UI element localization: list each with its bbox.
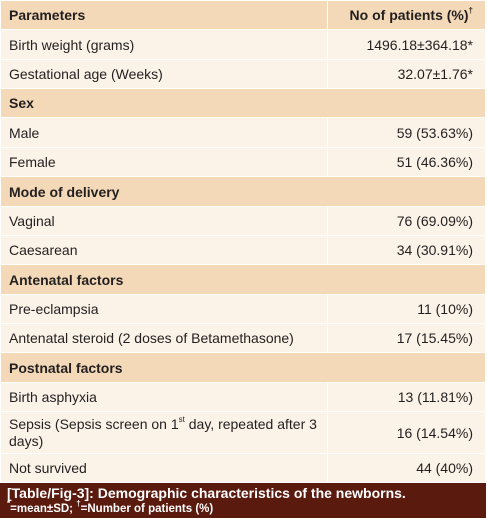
dagger-mark: † bbox=[468, 6, 473, 16]
table-row bbox=[1, 454, 486, 483]
ordinal-suffix: st bbox=[178, 415, 185, 425]
row-parameter: Caesarean bbox=[1, 236, 328, 265]
sepsis-text-b: day, repeated after 3 days) bbox=[9, 416, 317, 449]
table-row bbox=[1, 236, 486, 265]
table-row bbox=[1, 295, 486, 324]
row-value: 32.07±1.76* bbox=[328, 60, 486, 89]
section-row bbox=[1, 265, 486, 295]
row-value: 17 (15.45%) bbox=[328, 324, 486, 353]
caption-note bbox=[7, 499, 479, 516]
caption-title: [Table/Fig-3]: Demographic characteristics of the newborns. bbox=[7, 485, 406, 501]
table-row bbox=[1, 324, 486, 353]
row-parameter: Pre-eclampsia bbox=[1, 295, 328, 324]
header-parameters: Parameters bbox=[1, 1, 328, 30]
table-header-row bbox=[1, 1, 486, 30]
header-patients-label: No of patients (%) bbox=[349, 7, 469, 23]
row-parameter: Not survived bbox=[1, 454, 328, 483]
header-patients bbox=[328, 1, 486, 30]
section-heading-postnatal: Postnatal factors bbox=[1, 353, 486, 383]
row-value: 11 (10%) bbox=[328, 295, 486, 324]
row-parameter: Vaginal bbox=[1, 207, 328, 236]
section-heading-antenatal: Antenatal factors bbox=[1, 265, 486, 295]
row-value: 59 (53.63%) bbox=[328, 118, 486, 148]
row-parameter: Female bbox=[1, 148, 328, 177]
section-row bbox=[1, 89, 486, 118]
section-heading-mode-of-delivery: Mode of delivery bbox=[1, 177, 486, 207]
row-value: 13 (11.81%) bbox=[328, 383, 486, 412]
table-row bbox=[1, 412, 486, 454]
table-row bbox=[1, 383, 486, 412]
dagger-mark: † bbox=[76, 499, 81, 509]
dagger-note-text: =Number of patients (%) bbox=[80, 503, 214, 515]
row-value: 76 (69.09%) bbox=[328, 207, 486, 236]
row-parameter: Gestational age (Weeks) bbox=[1, 60, 328, 89]
table-row bbox=[1, 60, 486, 89]
row-parameter bbox=[1, 412, 328, 454]
table-row bbox=[1, 148, 486, 177]
row-value: 1496.18±364.18* bbox=[328, 30, 486, 60]
sepsis-text-a: Sepsis (Sepsis screen on 1 bbox=[9, 416, 179, 432]
row-parameter: Birth weight (grams) bbox=[1, 30, 328, 60]
star-note-text: =mean±SD; bbox=[10, 503, 77, 515]
row-value: 44 (40%) bbox=[328, 454, 486, 483]
row-parameter: Antenatal steroid (2 doses of Betamethasone) bbox=[1, 324, 328, 353]
row-parameter: Birth asphyxia bbox=[1, 383, 328, 412]
table-row bbox=[1, 30, 486, 60]
star-mark: * bbox=[7, 499, 11, 509]
figure-caption bbox=[0, 483, 486, 518]
section-heading-sex: Sex bbox=[1, 89, 486, 118]
row-value: 51 (46.36%) bbox=[328, 148, 486, 177]
section-row bbox=[1, 177, 486, 207]
table-row bbox=[1, 118, 486, 148]
row-value: 16 (14.54%) bbox=[328, 412, 486, 454]
table-row bbox=[1, 207, 486, 236]
section-row bbox=[1, 353, 486, 383]
row-parameter: Male bbox=[1, 118, 328, 148]
row-value: 34 (30.91%) bbox=[328, 236, 486, 265]
